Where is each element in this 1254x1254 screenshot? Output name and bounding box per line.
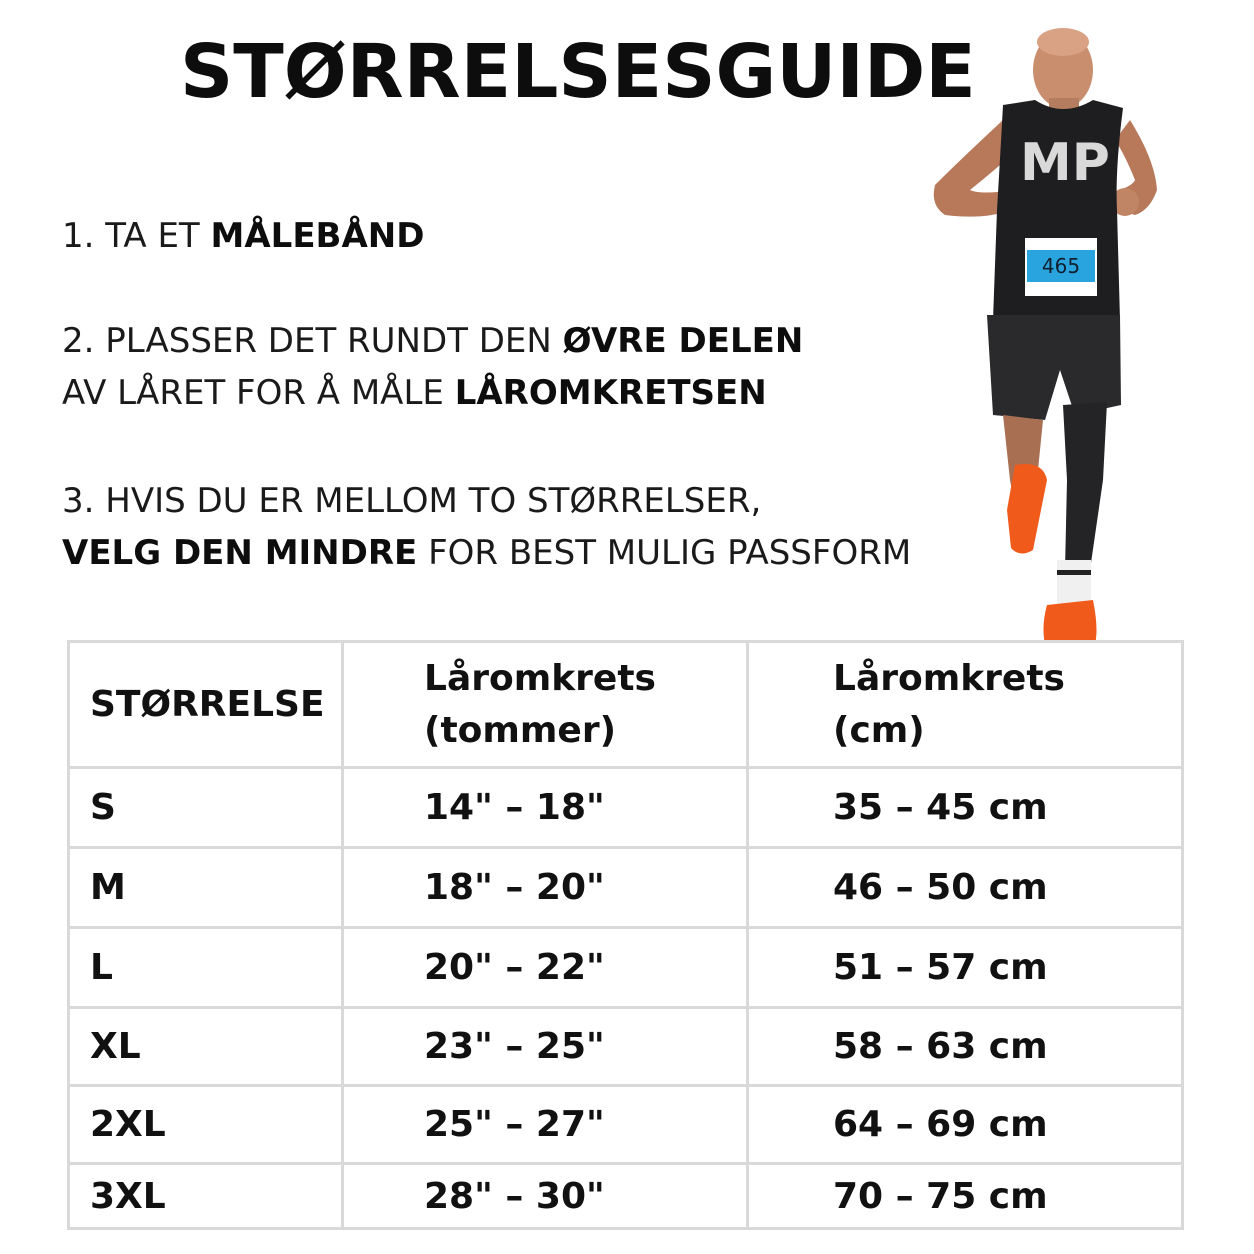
step-2-text-2: AV LÅRET FOR Å MÅLE — [62, 373, 455, 413]
size-cell: XL — [70, 1009, 344, 1087]
header-inches-line-2: (tommer) — [424, 709, 617, 751]
step-3-line-2 — [62, 527, 911, 579]
size-cell: M — [70, 849, 344, 929]
inches-cell: 28" – 30" — [344, 1165, 749, 1227]
step-3-text: FOR BEST MULIG PASSFORM — [417, 533, 912, 573]
page-title: STØRRELSESGUIDE — [180, 29, 976, 115]
cm-cell: 70 – 75 cm — [833, 1175, 1048, 1217]
header-size: STØRRELSE — [70, 643, 344, 769]
runner-photo — [925, 10, 1165, 655]
step-1-text: 1. TA ET — [62, 216, 211, 256]
header-inches-line-1: Låromkrets — [424, 657, 656, 699]
size-cell: L — [70, 929, 344, 1009]
inches-cell: 25" – 27" — [344, 1087, 749, 1165]
shirt-logo: MP — [1020, 133, 1110, 193]
step-2-bold-1: ØVRE DELEN — [562, 321, 804, 361]
inches-cell: 18" – 20" — [344, 849, 749, 929]
inches-cell: 20" – 22" — [344, 929, 749, 1009]
bib-number: 465 — [1041, 254, 1081, 278]
header-cm-line-2: (cm) — [833, 709, 925, 751]
instruction-step-2 — [62, 315, 803, 419]
cm-cell: 51 – 57 cm — [749, 929, 1181, 1009]
inches-cell: 14" – 18" — [344, 769, 749, 849]
instruction-step-1 — [62, 210, 424, 262]
step-2-text-1: 2. PLASSER DET RUNDT DEN — [62, 321, 563, 361]
header-inches — [344, 643, 749, 769]
step-2-line-2 — [62, 367, 803, 419]
step-3-line-1: 3. HVIS DU ER MELLOM TO STØRRELSER, — [62, 481, 762, 521]
size-cell: S — [70, 769, 344, 849]
size-cell: 3XL — [70, 1165, 344, 1227]
size-table — [67, 640, 1184, 1230]
step-1-bold: MÅLEBÅND — [210, 216, 425, 256]
inches-cell: 23" – 25" — [344, 1009, 749, 1087]
step-2-line-1 — [62, 315, 803, 367]
step-2-bold-2: LÅROMKRETSEN — [454, 373, 767, 413]
step-3-bold: VELG DEN MINDRE — [62, 533, 418, 573]
cm-cell: 35 – 45 cm — [749, 769, 1181, 849]
cm-cell: 64 – 69 cm — [749, 1087, 1181, 1165]
cm-cell: 46 – 50 cm — [749, 849, 1181, 929]
instruction-step-3 — [62, 475, 911, 579]
cm-cell: 58 – 63 cm — [749, 1009, 1181, 1087]
header-cm-line-1: Låromkrets — [833, 657, 1065, 699]
size-cell: 2XL — [70, 1087, 344, 1165]
header-cm — [749, 643, 1181, 769]
